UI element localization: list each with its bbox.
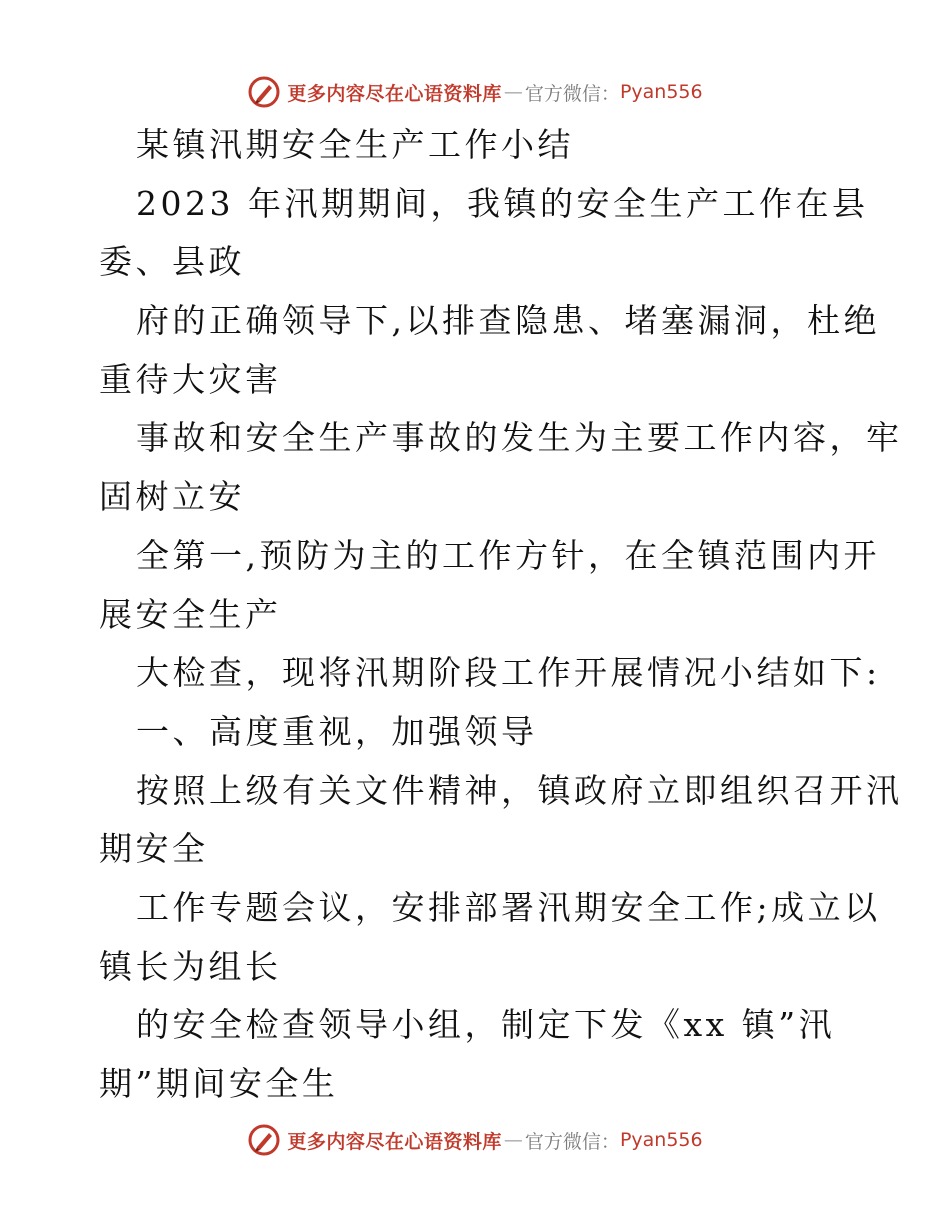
watermark-text: 更多内容尽在心语资料库 — [287, 1130, 502, 1153]
text-line: 委、县政 — [99, 242, 245, 282]
text-line: 展安全生产 — [99, 594, 282, 634]
text-line: 重待大灾害 — [99, 359, 282, 399]
watermark-dash: — — [503, 1129, 523, 1151]
footer-watermark — [0, 1120, 950, 1160]
text-line: 镇长为组长 — [99, 946, 282, 986]
text-line: 2023 年汛期期间，我镇的安全生产工作在县 — [136, 183, 869, 223]
text-line: 大检查，现将汛期阶段工作开展情况小结如下: — [136, 653, 881, 693]
document-body — [99, 116, 903, 1114]
text-line: 的安全检查领导小组，制定下发《xx 镇”汛 — [136, 1005, 836, 1045]
watermark-wechat-label: 官方微信： — [524, 82, 620, 105]
watermark-wechat-label: 官方微信： — [524, 1130, 620, 1153]
watermark-wechat-id: Pyan556 — [619, 1129, 703, 1151]
pen-logo-icon — [247, 75, 281, 109]
pen-logo-icon — [247, 1123, 281, 1157]
text-line: 固树立安 — [99, 477, 245, 517]
text-line: 期安全 — [99, 829, 209, 869]
header-watermark — [0, 72, 950, 112]
text-line: 期”期间安全生 — [99, 1064, 339, 1103]
text-line: 某镇汛期安全生产工作小结 — [136, 125, 574, 164]
watermark-text: 更多内容尽在心语资料库 — [287, 82, 502, 105]
text-line: 一、高度重视，加强领导 — [136, 711, 538, 751]
text-line: 按照上级有关文件精神，镇政府立即组织召开汛 — [136, 770, 903, 810]
text-line: 府的正确领导下,以排查隐患、堵塞漏洞，杜绝 — [136, 301, 880, 341]
watermark-wechat-id: Pyan556 — [619, 81, 703, 103]
text-line: 全第一,预防为主的工作方针，在全镇范围内开 — [136, 535, 880, 575]
text-line: 工作专题会议，安排部署汛期安全工作;成立以 — [136, 887, 881, 927]
text-line: 事故和安全生产事故的发生为主要工作内容，牢 — [136, 418, 903, 458]
watermark-dash: — — [503, 81, 523, 103]
